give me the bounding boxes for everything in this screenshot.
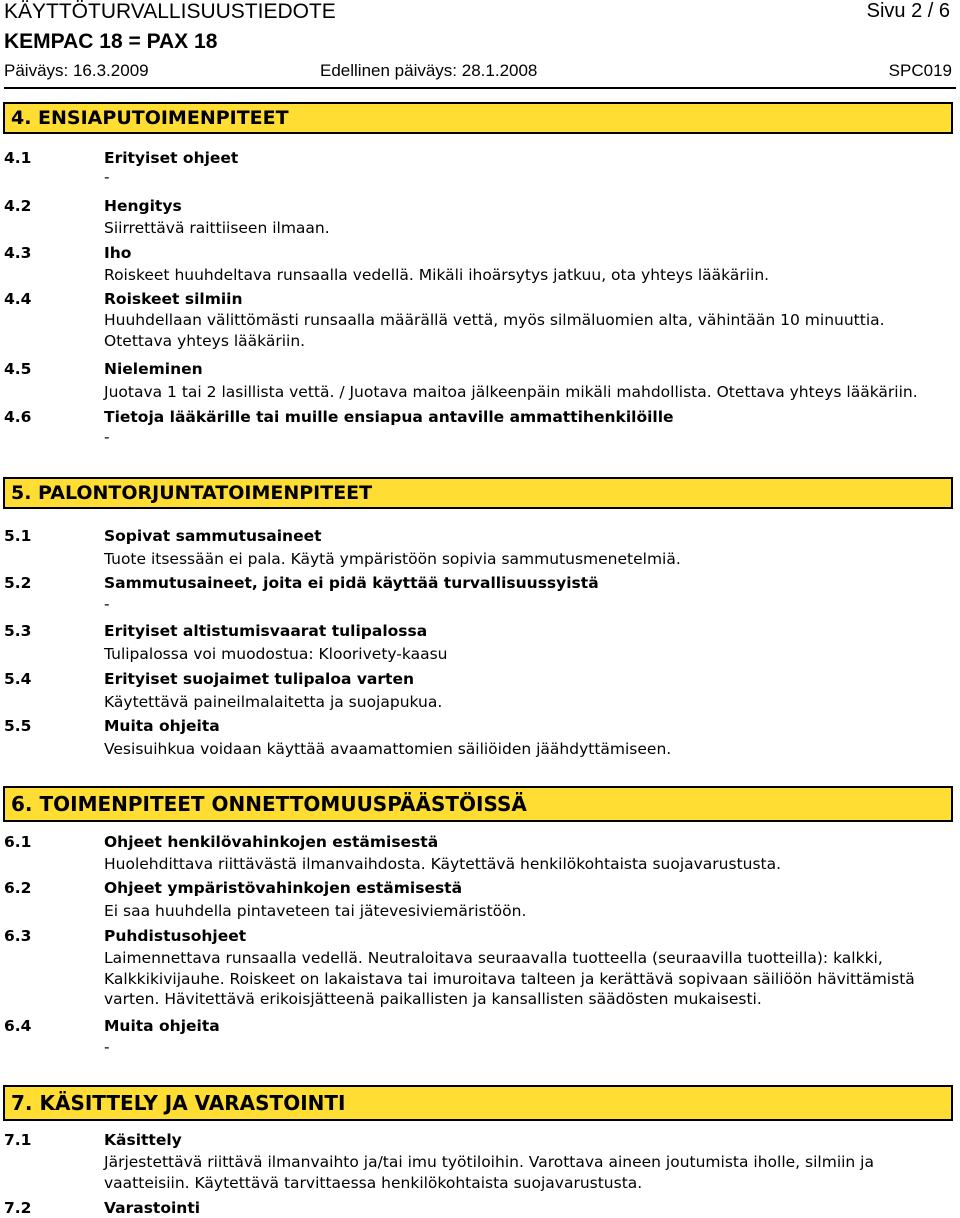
item-number: 4.2 — [4, 197, 32, 215]
item-heading: Ohjeet henkilövahinkojen estämisestä — [104, 833, 439, 851]
item-heading: Erityiset altistumisvaarat tulipalossa — [104, 622, 428, 640]
item-number: 6.1 — [4, 833, 32, 851]
item-text: Tuote itsessään ei pala. Käytä ympäristöön sopivia sammutusmenetelmiä. — [104, 550, 681, 568]
item-text: Ei saa huuhdella pintaveteen tai jätevesiviemäristöön. — [104, 902, 527, 920]
item-heading: Erityiset ohjeet — [104, 149, 239, 167]
item-number: 6.2 — [4, 879, 32, 897]
item-number: 5.1 — [4, 527, 32, 545]
item-number: 4.4 — [4, 290, 32, 308]
item-heading: Muita ohjeita — [104, 717, 220, 735]
item-text: Siirrettävä raittiiseen ilmaan. — [104, 219, 330, 237]
item-number: 5.3 — [4, 622, 32, 640]
item-heading: Hengitys — [104, 197, 182, 215]
item-text: - — [104, 595, 110, 613]
item-text: Laimennettava runsaalla vedellä. Neutraloitava seuraavalla tuotteella (seuraavilla tuotteilla): kalkki, Kalkkikivijauhe. Roiskeet on lakaistava tai imuroitava talteen ja kerättävä sopivaan säiliöön hävittämistä varten. Hävitettävä erikoisjätteenä paikallisten ja kansallisten säädösten mukaisesti. — [104, 949, 915, 1008]
item-heading: Muita ohjeita — [104, 1017, 220, 1035]
item-heading: Iho — [104, 244, 132, 262]
section-6-title: 6. TOIMENPITEET ONNETTOMUUSPÄÄSTÖISSÄ — [3, 786, 953, 822]
item-number: 6.3 — [4, 927, 32, 945]
item-heading: Roiskeet silmiin — [104, 290, 243, 308]
item-heading: Tietoja lääkärille tai muille ensiapua antaville ammattihenkilöille — [104, 408, 674, 426]
issue-date: Päiväys: 16.3.2009 — [4, 61, 149, 80]
item-heading: Puhdistusohjeet — [104, 927, 247, 945]
item-number: 4.1 — [4, 149, 32, 167]
item-number: 6.4 — [4, 1017, 32, 1035]
document-title: KÄYTTÖTURVALLISUUSTIEDOTE — [4, 0, 336, 23]
item-text: - — [104, 168, 110, 186]
item-text: Juotava 1 tai 2 lasillista vettä. / Juotava maitoa jälkeenpäin mikäli mahdollista. Otettava yhteys lääkäriin. — [104, 383, 918, 401]
item-number: 4.6 — [4, 408, 32, 426]
item-text: Käytettävä paineilmalaitetta ja suojapukua. — [104, 693, 443, 711]
item-text: - — [104, 1038, 110, 1056]
document-code: SPC019 — [888, 61, 952, 80]
item-text: Vesisuihkua voidaan käyttää avaamattomien säiliöiden jäähdyttämiseen. — [104, 740, 672, 758]
item-number: 5.4 — [4, 670, 32, 688]
item-number: 5.5 — [4, 717, 32, 735]
section-7-title: 7. KÄSITTELY JA VARASTOINTI — [3, 1085, 953, 1121]
item-number: 4.5 — [4, 360, 32, 378]
item-text: Tulipalossa voi muodostua: Kloorivety-kaasu — [104, 645, 448, 663]
item-text: - — [104, 428, 110, 446]
section-5-title: 5. PALONTORJUNTATOIMENPITEET — [3, 477, 953, 509]
item-text: Huolehdittava riittävästä ilmanvaihdosta. Käytettävä henkilökohtaista suojavarustusta. — [104, 855, 782, 873]
previous-date: Edellinen päiväys: 28.1.2008 — [320, 61, 538, 80]
item-heading: Käsittely — [104, 1131, 182, 1149]
item-heading: Nieleminen — [104, 360, 203, 378]
item-heading: Ohjeet ympäristövahinkojen estämisestä — [104, 879, 463, 897]
item-text: Huuhdellaan välittömästi runsaalla määrällä vettä, myös silmäluomien alta, vähintään 10 minuuttia. Otettava yhteys lääkäriin. — [104, 311, 885, 350]
item-number: 7.2 — [4, 1199, 32, 1217]
item-text: Roiskeet huuhdeltava runsaalla vedellä. Mikäli ihoärsytys jatkuu, ota yhteys lääkäriin. — [104, 266, 770, 284]
item-number: 7.1 — [4, 1131, 32, 1149]
section-4-title: 4. ENSIAPUTOIMENPITEET — [3, 102, 953, 134]
item-heading: Sammutusaineet, joita ei pidä käyttää turvallisuussyistä — [104, 574, 599, 592]
item-heading: Erityiset suojaimet tulipaloa varten — [104, 670, 414, 688]
item-number: 5.2 — [4, 574, 32, 592]
item-number: 4.3 — [4, 244, 32, 262]
item-heading: Sopivat sammutusaineet — [104, 527, 322, 545]
document-header — [4, 0, 956, 24]
item-text: Järjestettävä riittävä ilmanvaihto ja/tai imu työtiloihin. Varottava aineen joutumista iholle, silmiin ja vaatteisiin. Käytettävä tarvittaessa henkilökohtaista suojavarustusta. — [104, 1153, 874, 1192]
page-number: Sivu 2 / 6 — [866, 0, 950, 22]
header-divider — [4, 87, 956, 89]
product-name: KEMPAC 18 = PAX 18 — [4, 30, 218, 53]
item-heading: Varastointi — [104, 1199, 201, 1217]
